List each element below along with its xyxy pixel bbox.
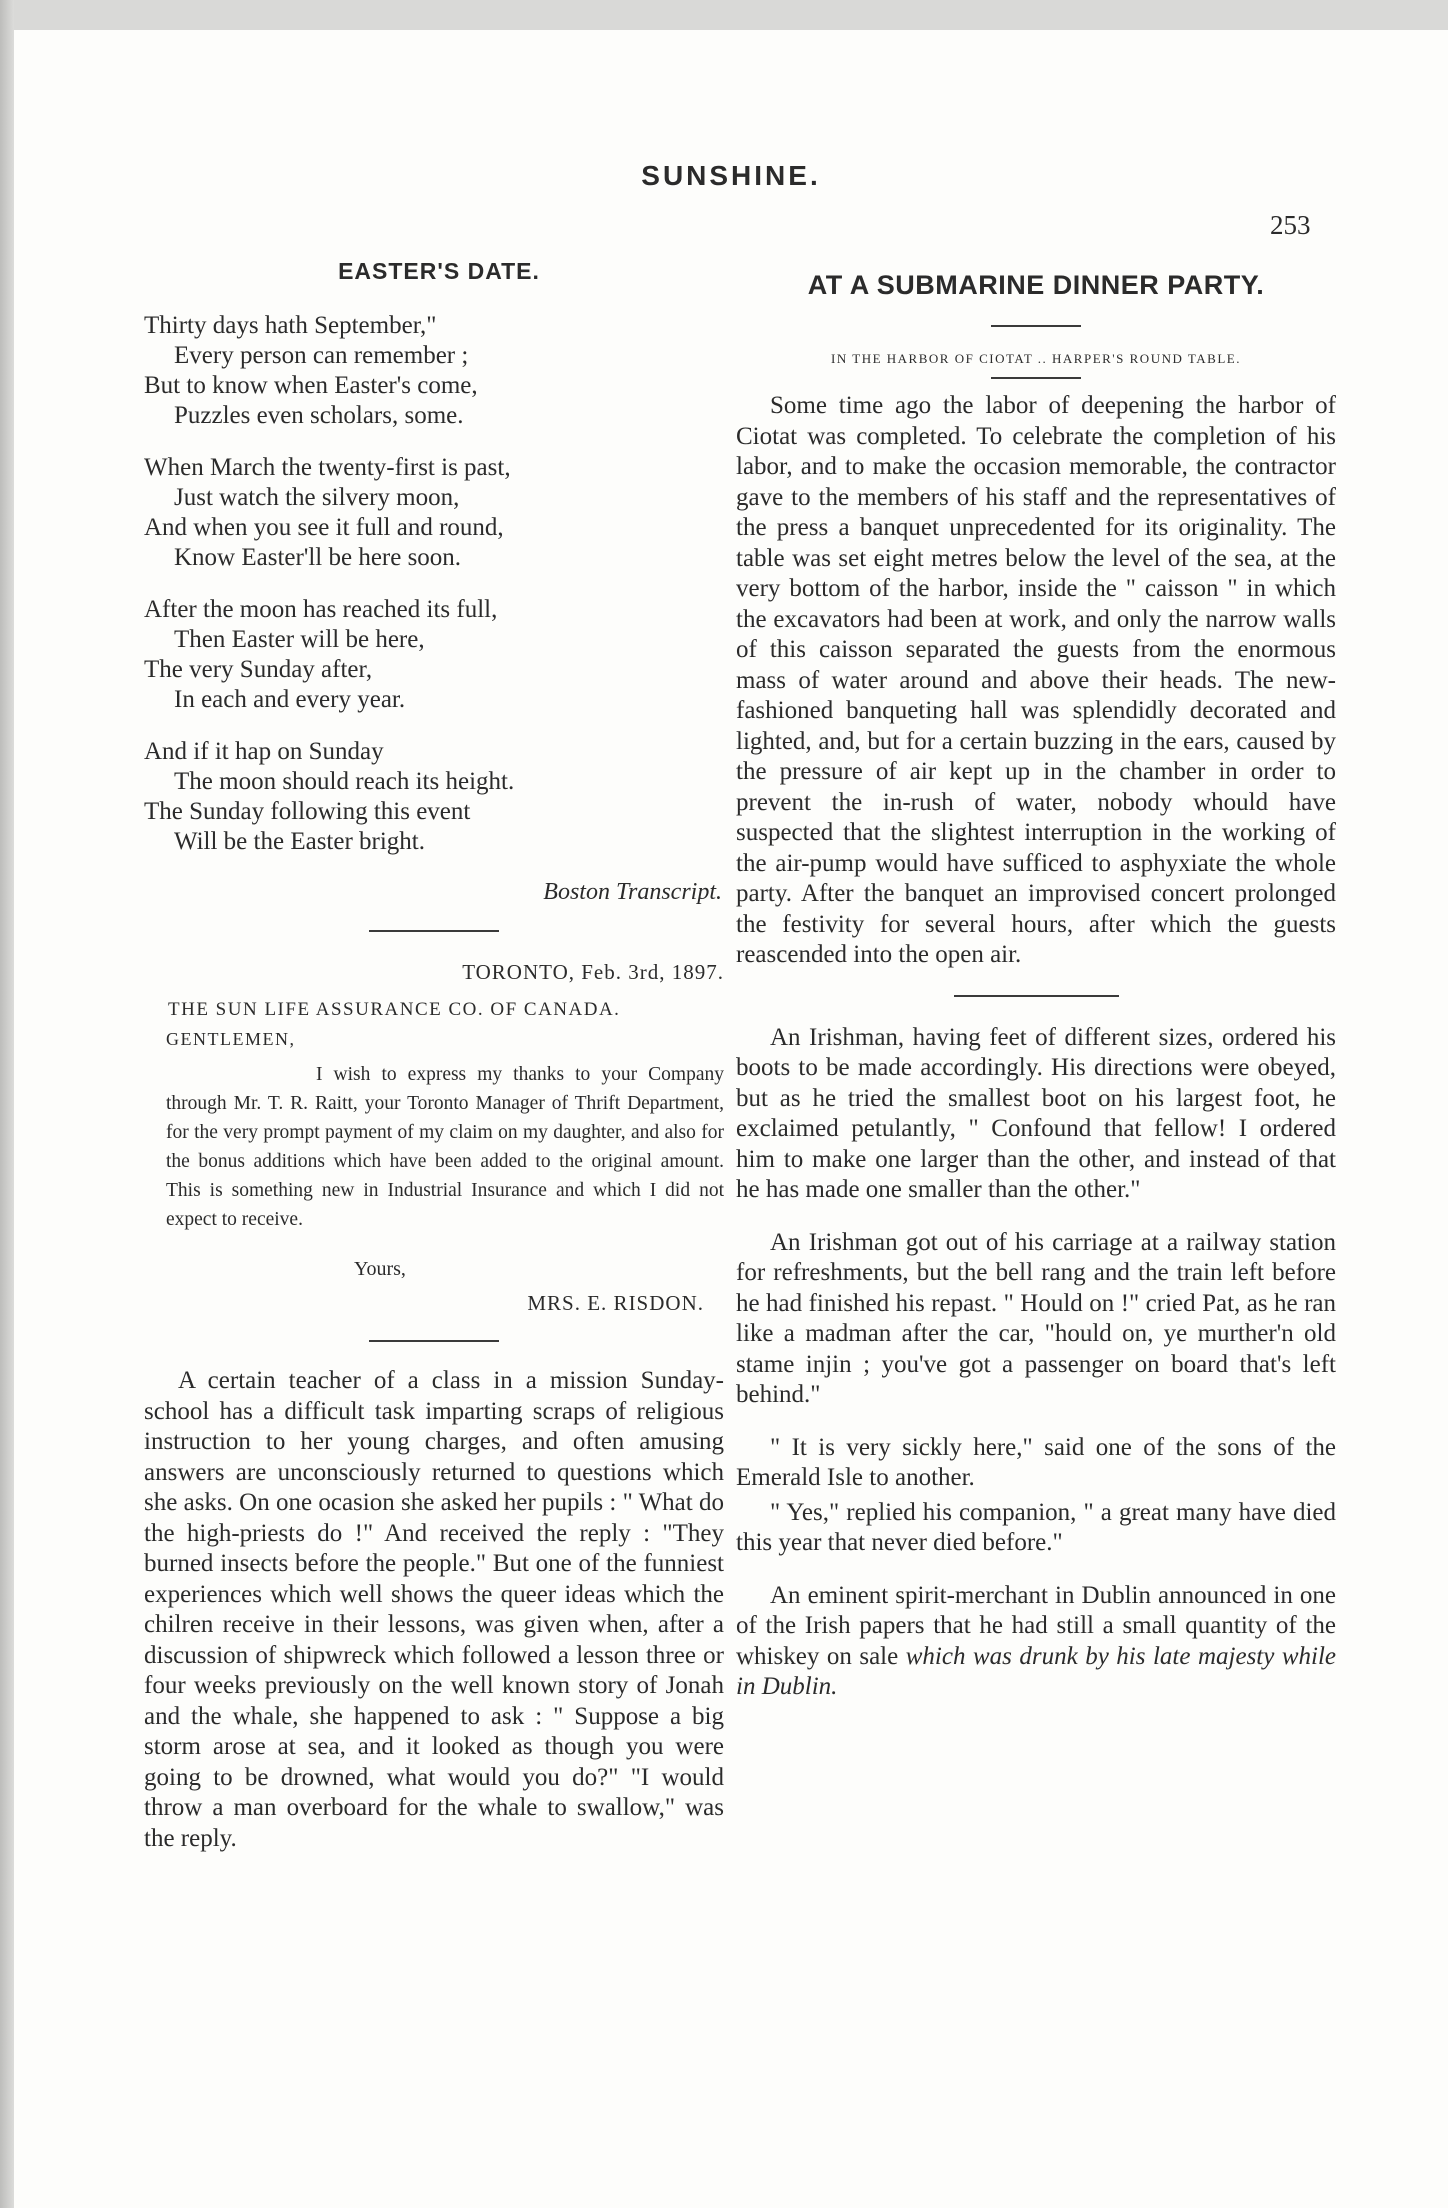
poem-line: Puzzles even scholars, some.: [174, 402, 464, 429]
poem-line: The very Sunday after,: [144, 656, 373, 683]
joke-paragraph: " It is very sickly here," said one of the sons of the Emerald Isle to another.: [736, 1433, 1336, 1491]
poem-stanza: [144, 311, 724, 431]
section-divider: [991, 377, 1081, 379]
poem-attribution: Boston Transcript.: [543, 879, 722, 905]
letter-dateline: TORONTO, Feb. 3rd, 1897.: [462, 960, 724, 984]
letter-salutation: GENTLEMEN,: [166, 1029, 296, 1049]
section-divider: [369, 1340, 499, 1342]
poem-line: After the moon has reached its full,: [144, 596, 498, 623]
joke-paragraph: An Irishman, having feet of different sizes, ordered his boots to be made accordingly. His directions were obeyed, but as he tried the smallest boot on his largest foot, he exclaimed petulantly, " Confound that fellow! I ordered him to make one larger than the other, and instead of that he has made one smaller than the other.": [736, 1023, 1336, 1203]
article-subhead: IN THE HARBOR OF CIOTAT .. HARPER'S ROUND TABLE.: [831, 351, 1241, 366]
letter-body: I wish to express my thanks to your Company through Mr. T. R. Raitt, your Toronto Manager of Thrift Department, for the very prompt payment of my claim on my daughter, and also for the bonus additions which have been added to the original amount. This is something new in Industrial Insurance and which I did not expect to receive.: [166, 1064, 724, 1230]
poem-line: In each and every year.: [174, 686, 406, 713]
poem-title: EASTER'S DATE.: [338, 258, 540, 284]
poem-line: And if it hap on Sunday: [144, 738, 384, 765]
letter-addressee: THE SUN LIFE ASSURANCE CO. OF CANADA.: [168, 999, 621, 1020]
poem-line: And when you see it full and round,: [144, 514, 504, 541]
joke-paragraph: [736, 1581, 1336, 1703]
section-divider: [369, 930, 499, 932]
right-column: [736, 270, 1336, 1725]
joke-italic-text: which was drunk by his late majesty while in Dublin.: [736, 1642, 1337, 1700]
poem-stanza: [144, 595, 724, 715]
poem-line: When March the twenty-first is past,: [144, 454, 511, 481]
letter-signature: MRS. E. RISDON.: [527, 1291, 704, 1315]
poem-line: Thirty days hath September,": [144, 312, 437, 339]
poem-line: Then Easter will be here,: [174, 626, 425, 653]
section-divider: [954, 995, 1119, 997]
page-number: 253: [1270, 210, 1311, 240]
article-title: AT A SUBMARINE DINNER PARTY.: [807, 270, 1265, 300]
letter-closing: Yours,: [354, 1258, 406, 1280]
poem-stanza: [144, 737, 724, 857]
anecdote-paragraph: A certain teacher of a class in a mission Sunday-school has a difficult task imparting scraps of religious instruction to her young charges, and often amusing answers are unconsciously returned to questions which she asks. On one ocasion she asked her pupils : " What do the high-priests do !" And received the reply : "They burned insects before the people." But one of the funniest experiences which well shows the queer ideas which the chilren receive in their lessons, was given when, after a discussion of shipwreck which followed a lesson three or four weeks previously on the well known story of Jonah and the whale, she happened to ask : " Suppose a big storm arose at sea, and it looked as though you were going to be drowned, what would you do?" "I would throw a man overboard for the whale to swallow," was the reply.: [144, 1367, 724, 1852]
poem-line: The moon should reach its height.: [174, 768, 515, 795]
poem-line: Just watch the silvery moon,: [174, 484, 460, 511]
left-column: [144, 258, 724, 1876]
book-page: [14, 30, 1448, 2208]
scan-edge: [0, 0, 14, 2208]
joke-text: An eminent spirit-merchant in Dublin announced in one of the Irish papers that he had still a small quantity of the whiskey on sale: [736, 1581, 1336, 1670]
running-title: SUNSHINE.: [641, 160, 821, 191]
poem-stanza: [144, 453, 724, 573]
joke-paragraph: An Irishman got out of his carriage at a railway station for refreshments, but the bell rang and the train left before he had finished his repast. " Hould on !" cried Pat, as he ran like a madman after the car, "hould on, ye murther'n old stame injin ; you've got a passenger on board that's left behind.": [736, 1228, 1336, 1408]
article-body: Some time ago the labor of deepening the harbor of Ciotat was completed. To celebrate the completion of his labor, and to make the occasion memorable, the contractor gave to the members of his staff and the representatives of the press a banquet unprecedented for its originality. The table was set eight metres below the level of the sea, at the very bottom of the harbor, inside the " caisson " in which the excavators had been at work, and only the narrow walls of this caisson separated the guests from the enormous mass of water around and above their heads. The new-fashioned banqueting hall was splendidly decorated and lighted, and, but for a certain buzzing in the ears, caused by the pressure of air kept up in the chamber in order to prevent the in-rush of water, nobody whould have suspected that the slightest interruption in the working of the air-pump would have sufficed to asphyxiate the whole party. After the banquet an improvised concert prolonged the festivity for several hours, after which the guests reascended into the open air.: [736, 392, 1336, 968]
poem-line: But to know when Easter's come,: [144, 372, 478, 399]
joke-paragraph: " Yes," replied his companion, " a great many have died this year that never died before.": [736, 1498, 1336, 1556]
poem-line: Every person can remember ;: [174, 342, 469, 369]
section-divider: [991, 325, 1081, 327]
poem-line: The Sunday following this event: [144, 798, 471, 825]
poem-line: Know Easter'll be here soon.: [174, 544, 462, 571]
poem-line: Will be the Easter bright.: [174, 828, 426, 855]
